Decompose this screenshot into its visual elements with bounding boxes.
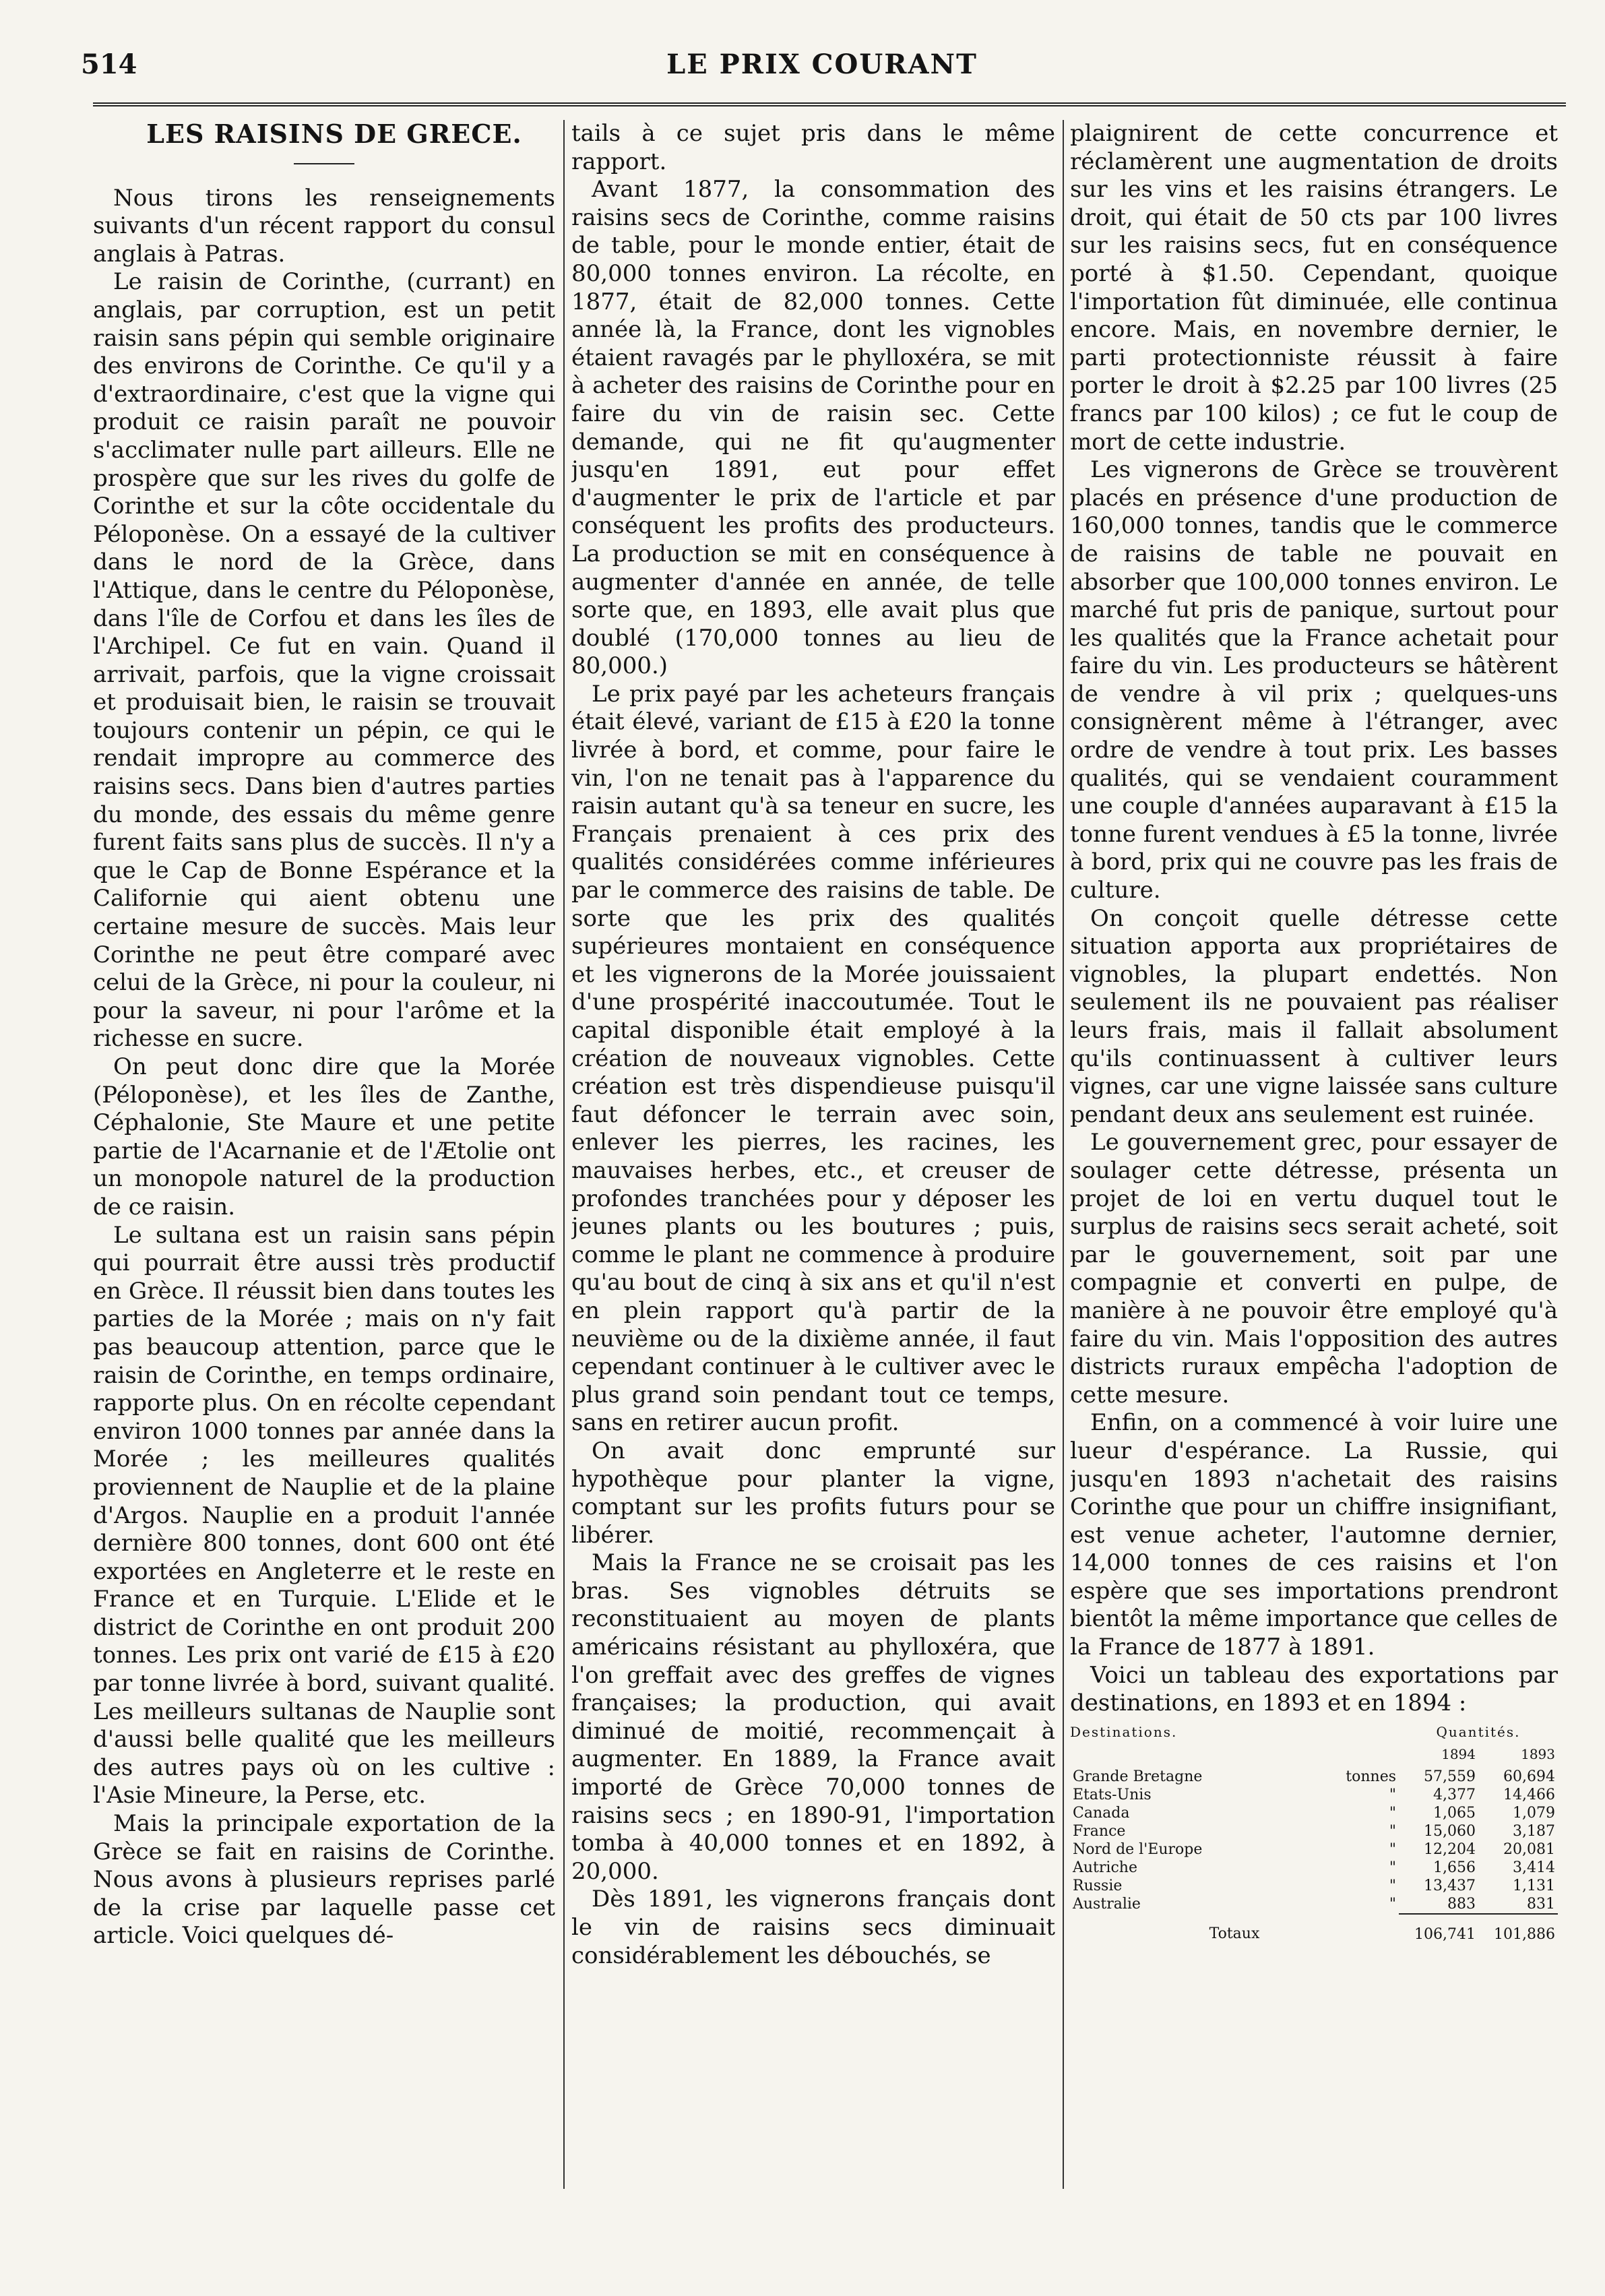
article-title: LES RAISINS DE GRECE.	[146, 120, 522, 149]
unit-cell: "	[1389, 1896, 1396, 1913]
table-years-row	[1070, 1745, 1558, 1768]
journal-title: LE PRIX COURANT	[666, 49, 978, 80]
quantity-1893-cell: 1,079	[1513, 1804, 1555, 1822]
header-quantities: Quantités.	[1436, 1723, 1521, 1740]
column-rule	[563, 120, 565, 2189]
year-1893: 1893	[1521, 1745, 1555, 1762]
total-1893: 101,886	[1478, 1914, 1558, 1944]
table-header-row	[1070, 1723, 1558, 1745]
title-rule	[294, 163, 354, 164]
unit-cell: "	[1389, 1786, 1396, 1803]
destination-cell: Autriche	[1073, 1859, 1137, 1876]
paragraph: On avait donc emprunté sur hypothèque pour planter la vigne, comptant sur les profits futurs pour se libérer.	[571, 1437, 1055, 1549]
destination-cell: Canada	[1073, 1804, 1130, 1822]
paragraph: Avant 1877, la consommation des raisins secs de Corinthe, comme raisins de table, pour le monde entier, était de 80,000 tonnes environ. La récolte, en 1877, était de 82,000 tonnes. Cette année là, la France, dont les vignobles étaient ravagés par le phylloxéra, se mit à acheter des raisins de Corinthe pour en faire du vin de raisin sec. Cette demande, qui ne fit qu'augmenter jusqu'en 1891, eut pour effet d'augmenter le prix de l'article et par conséquent les profits des producteurs. La production se mit en conséquence à augmenter d'année en année, de telle sorte que, en 1893, elle avait plus que doublé (170,000 tonnes au lieu de 80,000.)	[571, 176, 1055, 680]
destination-cell: Russie	[1073, 1877, 1123, 1894]
table-row	[1070, 1859, 1558, 1877]
total-1894: 106,741	[1399, 1914, 1478, 1944]
paragraph: Enfin, on a commencé à voir luire une lueur d'espérance. La Russie, qui jusqu'en 1893 n'achetait des raisins Corinthe que pour un chiffre insignifiant, est venue acheter, l'automne dernier, 14,000 tonnes de ces raisins et l'on espère que ses importations prendront bientôt la même importance que celles de la France de 1877 à 1891.	[1070, 1409, 1558, 1661]
unit-cell: "	[1389, 1804, 1396, 1822]
quantity-1893-cell: 14,466	[1503, 1786, 1555, 1803]
header-destinations: Destinations.	[1070, 1723, 1178, 1740]
table-row	[1070, 1786, 1558, 1804]
column-1	[93, 120, 555, 2229]
table-body	[1070, 1745, 1558, 1944]
destination-cell: Etats-Unis	[1073, 1786, 1152, 1803]
paragraph: Mais la principale exportation de la Grèce se fait en raisins de Corinthe. Nous avons à plusieurs reprises parlé de la crise par laquelle passe cet article. Voici quelques dé-	[93, 1810, 555, 1950]
table-row	[1070, 1822, 1558, 1840]
quantity-1894-cell: 883	[1447, 1895, 1476, 1913]
page-number: 514	[81, 49, 137, 80]
quantity-1894-cell: 12,204	[1424, 1840, 1476, 1858]
header-rule	[93, 102, 1566, 106]
paragraph: Voici un tableau des exportations par destinations, en 1893 et en 1894 :	[1070, 1661, 1558, 1717]
quantity-1894-cell: 1,065	[1433, 1804, 1476, 1822]
year-1894: 1894	[1441, 1745, 1476, 1762]
destination-cell: France	[1073, 1822, 1126, 1840]
quantity-1893-cell: 3,414	[1513, 1859, 1555, 1876]
table-total-row	[1070, 1914, 1558, 1944]
quantity-1893-cell: 1,131	[1513, 1877, 1555, 1894]
table-row	[1070, 1768, 1558, 1786]
total-label: Totaux	[1209, 1925, 1260, 1943]
unit-cell: "	[1389, 1840, 1396, 1858]
unit-cell: tonnes	[1346, 1768, 1396, 1785]
destination-cell: Australie	[1073, 1896, 1141, 1913]
paragraph: Mais la France ne se croisait pas les bras. Ses vignobles détruits se reconstituaient au moyen de plants américains résistant au phylloxéra, que l'on greffait avec des greffes de vignes françaises; la production, qui avait diminué de moitié, recommençait à augmenter. En 1889, la France avait importé de Grèce 70,000 tonnes de raisins secs ; en 1890-91, l'importation tomba à 40,000 tonnes et en 1892, à 20,000.	[571, 1549, 1055, 1885]
table-row	[1070, 1804, 1558, 1822]
unit-cell: "	[1389, 1822, 1396, 1840]
paragraph: Le prix payé par les acheteurs français était élevé, variant de £15 à £20 la tonne livrée à bord, et comme, pour faire le vin, l'on ne tenait pas à l'apparence du raisin autant qu'à sa teneur en sucre, les Français prenaient à ces prix des qualités considérées comme inférieures par le commerce des raisins de table. De sorte que les prix des qualités supérieures montaient en conséquence et les vignerons de la Morée jouissaient d'une prospérité inaccoutumée. Tout le capital disponible était employé à la création de nouveaux vignobles. Cette création est très dispendieuse puisqu'il faut défoncer le terrain avec soin, enlever les pierres, les racines, les mauvaises herbes, etc., et creuser de profondes tranchées pour y déposer les jeunes plants ou les boutures ; puis, comme le plant ne commence à produire qu'au bout de cinq à six ans et qu'il n'est en plein rapport qu'à partir de la neuvième ou de la dixième année, il faut cependant continuer à le cultiver avec le plus grand soin pendant tout ce temps, sans en retirer aucun profit.	[571, 680, 1055, 1437]
table-row	[1070, 1840, 1558, 1859]
quantity-1894-cell: 57,559	[1424, 1768, 1476, 1785]
destination-cell: Nord de l'Europe	[1073, 1840, 1203, 1858]
paragraph: On conçoit quelle détresse cette situation apporta aux propriétaires de vignobles, la plupart endettés. Non seulement ils ne pouvaient pas réaliser leurs frais, mais il fallait absolument qu'ils continuassent à cultiver leurs vignes, car une vigne laissée sans culture pendant deux ans seulement est ruinée.	[1070, 904, 1558, 1128]
paragraph-continued: plaignirent de cette concurrence et réclamèrent une augmentation de droits sur les vins et les raisins étrangers. Le droit, qui était de 50 cts par 100 livres sur les raisins secs, fut en conséquence porté à $1.50. Cependant, quoique l'importation fût diminuée, elle continua encore. Mais, en novembre dernier, le parti protectionniste réussit à faire porter le droit à $2.25 par 100 livres (25 francs par 100 kilos) ; ce fut le coup de mort de cette industrie.	[1070, 120, 1558, 456]
paragraph: Le gouvernement grec, pour essayer de soulager cette détresse, présenta un projet de loi en vertu duquel tout le surplus de raisins secs serait acheté, soit par le gouvernement, soit par une compagnie et converti en pulpe, de manière à ne pouvoir être employé qu'à faire du vin. Mais l'opposition des autres districts ruraux empêcha l'adoption de cette mesure.	[1070, 1129, 1558, 1408]
quantity-1893-cell: 60,694	[1503, 1768, 1555, 1785]
quantity-1893-cell: 20,081	[1503, 1840, 1555, 1858]
table-row	[1070, 1877, 1558, 1895]
running-head	[81, 49, 1563, 96]
quantity-1894-cell: 4,377	[1433, 1786, 1476, 1803]
destination-cell: Grande Bretagne	[1073, 1768, 1203, 1785]
paragraph: Dès 1891, les vignerons français dont le vin de raisins secs diminuait considérablement les débouchés, se	[571, 1886, 1055, 1969]
quantity-1894-cell: 15,060	[1424, 1822, 1476, 1840]
unit-cell: "	[1389, 1877, 1396, 1894]
column-3	[1070, 120, 1558, 2229]
paragraph-continued: tails à ce sujet pris dans le même rapport.	[571, 120, 1055, 175]
table-row	[1070, 1895, 1558, 1914]
column-rule	[1063, 120, 1064, 2189]
paragraph: On peut donc dire que la Morée (Péloponèse), et les îles de Zanthe, Céphalonie, Ste Maure et une petite partie de l'Acarnanie et de l'Ætolie ont un monopole naturel de la production de ce raisin.	[93, 1053, 555, 1220]
quantity-1894-cell: 1,656	[1433, 1859, 1476, 1876]
exports-table	[1070, 1723, 1558, 1944]
quantity-1893-cell: 3,187	[1513, 1822, 1555, 1840]
column-2	[571, 120, 1055, 2229]
paragraph: Le sultana est un raisin sans pépin qui pourrait être aussi très productif en Grèce. Il réussit bien dans toutes les parties de la Morée ; mais on n'y fait pas beaucoup attention, parce que le raisin de Corinthe, en temps ordinaire, rapporte plus. On en récolte cependant environ 1000 tonnes par année dans la Morée ; les meilleures qualités proviennent de Nauplie et de la plaine d'Argos. Nauplie en a produit l'année dernière 800 tonnes, dont 600 ont été exportées en Angleterre et le reste en France et en Turquie. L'Elide et le district de Corinthe en ont produit 200 tonnes. Les prix ont varié de £15 à £20 par tonne livrée à bord, suivant qualité. Les meilleurs sultanas de Nauplie sont d'aussi belle qualité que les meilleurs des autres pays où on les cultive : l'Asie Mineure, la Perse, etc.	[93, 1221, 555, 1809]
unit-cell: "	[1389, 1859, 1396, 1876]
paragraph: Nous tirons les renseignements suivants d'un récent rapport du consul anglais à Patras.	[93, 184, 555, 268]
quantity-1894-cell: 13,437	[1424, 1877, 1476, 1894]
paragraph: Les vignerons de Grèce se trouvèrent placés en présence d'une production de 160,000 tonnes, tandis que le commerce de raisins de table ne pouvait en absorber que 100,000 tonnes environ. Le marché fut pris de panique, surtout pour les qualités que la France achetait pour faire du vin. Les producteurs se hâtèrent de vendre à vil prix ; quelques-uns consignèrent même à l'étranger, avec ordre de vendre à tout prix. Les basses qualités, qui se vendaient couramment une couple d'années auparavant à £15 la tonne furent vendues à £5 la tonne, livrée à bord, prix qui ne couvre pas les frais de culture.	[1070, 456, 1558, 904]
quantity-1893-cell: 831	[1527, 1895, 1555, 1913]
paragraph: Le raisin de Corinthe, (currant) en anglais, par corruption, est un petit raisin sans pépin qui semble originaire des environs de Corinthe. Ce qu'il y a d'extraordinaire, c'est que la vigne qui produit ce raisin paraît ne pouvoir s'acclimater nulle part ailleurs. Elle ne prospère que sur les rives du golfe de Corinthe et sur la côte occidentale du Péloponèse. On a essayé de la cultiver dans le nord de la Grèce, dans l'Attique, dans le centre du Péloponèse, dans l'île de Corfou et dans les îles de l'Archipel. Ce fut en vain. Quand il arrivait, parfois, que la vigne croissait et produisait bien, le raisin se trouvait toujours contenir un pépin, ce qui le rendait impropre au commerce des raisins secs. Dans bien d'autres parties du monde, des essais du même genre furent faits sans plus de succès. Il n'y a que le Cap de Bonne Espérance et la Californie qui aient obtenu une certaine mesure de succès. Mais leur Corinthe ne peut être comparé avec celui de la Grèce, ni pour la couleur, ni pour la saveur, ni pour l'arôme et la richesse en sucre.	[93, 268, 555, 1053]
